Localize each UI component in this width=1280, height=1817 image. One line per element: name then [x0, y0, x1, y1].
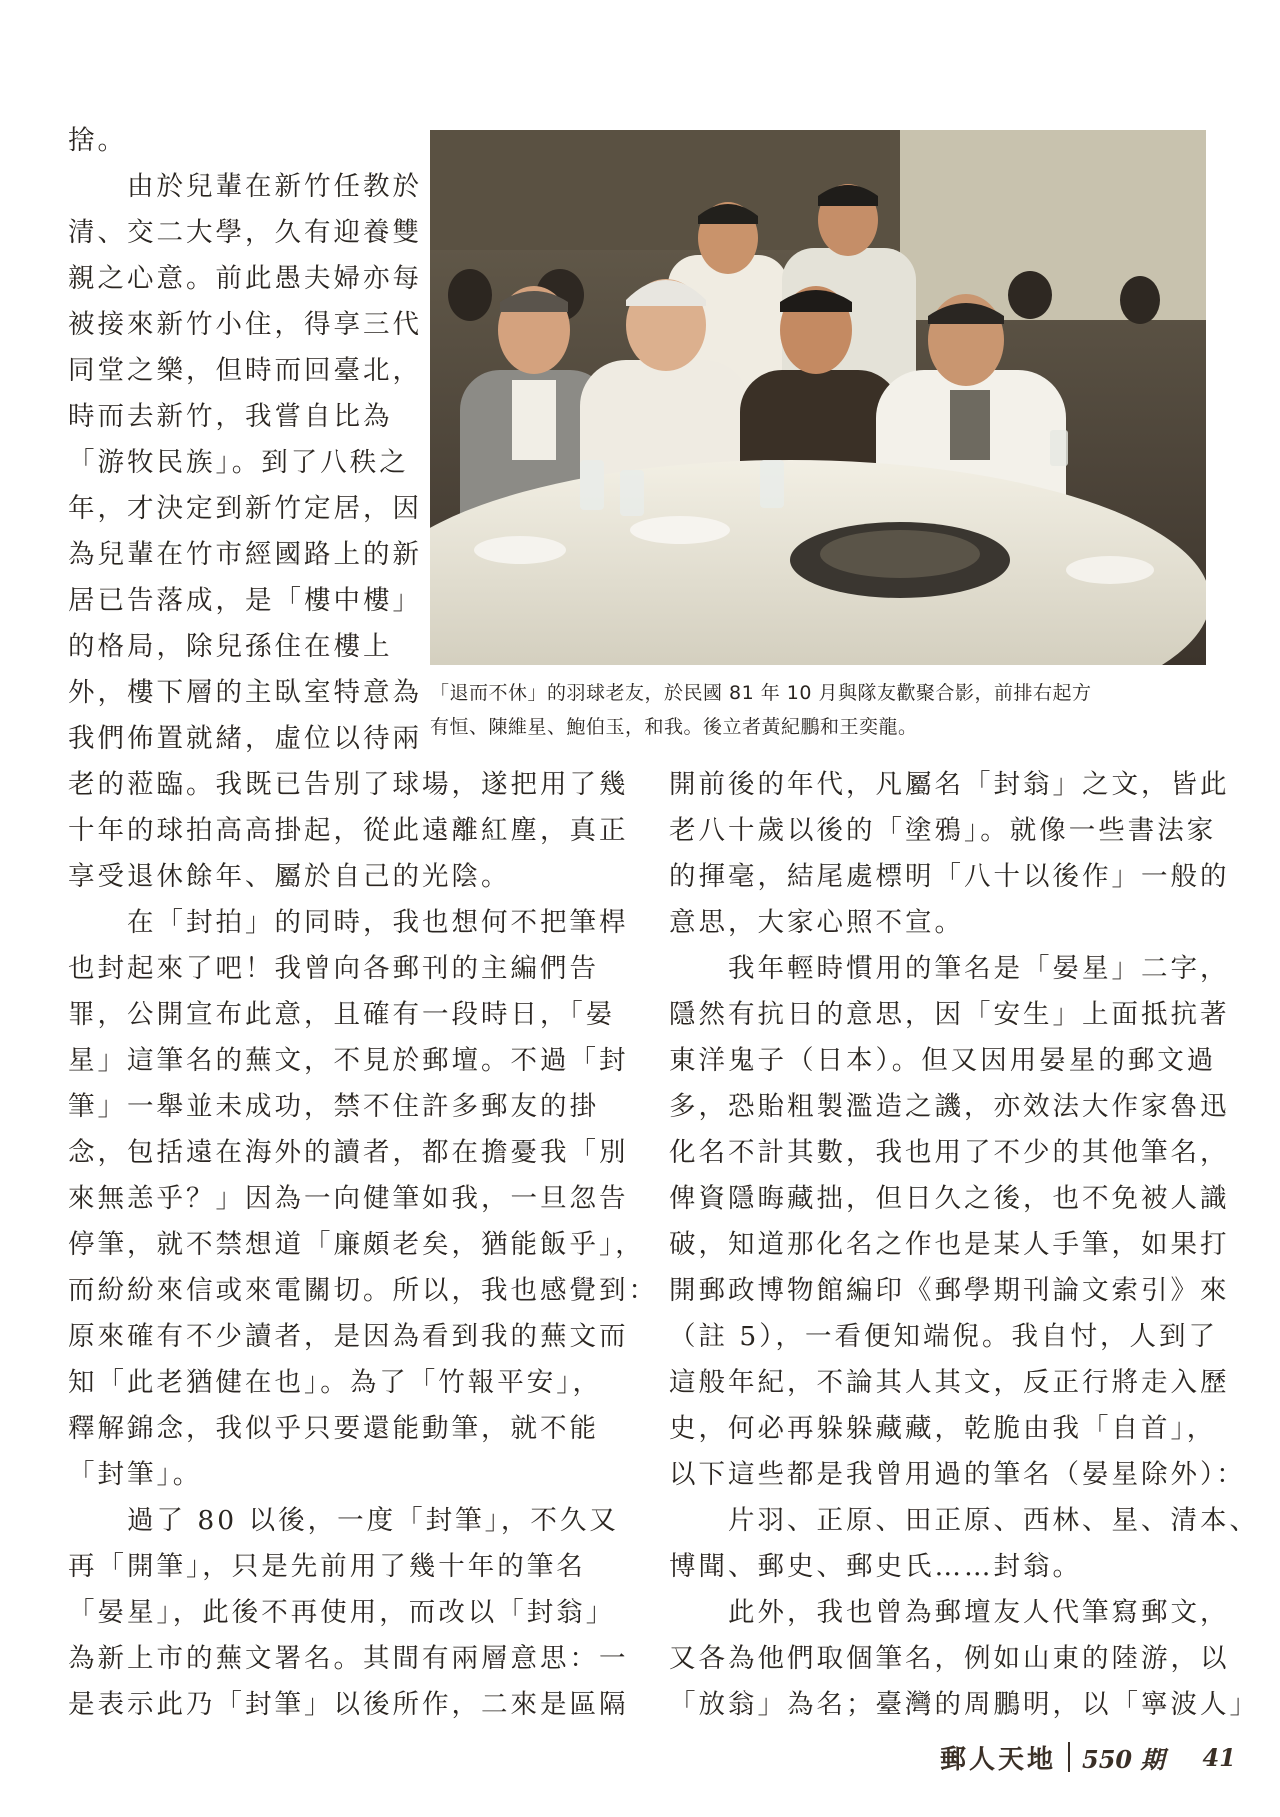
body-text-line: 意思，大家心照不宣。 — [669, 907, 964, 938]
body-text-line: 東洋鬼子（日本）。但又因用晏星的郵文過 — [669, 1045, 1217, 1076]
body-text-line: 念，包括遠在海外的讀者，都在擔憂我「別 — [68, 1137, 629, 1168]
body-text-line: 知「此老猶健在也」。為了「竹報平安」， — [68, 1367, 602, 1398]
body-text-line: 外，樓下層的主臥室特意為 — [68, 677, 422, 708]
body-text-line: 十年的球拍高高掛起，從此遠離紅塵，真正 — [68, 815, 629, 846]
body-text-line: 「晏星」，此後不再使用，而改以「封翁」 — [68, 1597, 616, 1628]
body-text-line: 親之心意。前此愚夫婦亦每 — [68, 263, 422, 294]
body-text-line: 過了 80 以後，一度「封筆」，不久又 — [68, 1505, 619, 1536]
body-text-line: 老的蒞臨。我既已告別了球場，遂把用了幾 — [68, 769, 629, 800]
group-photo — [430, 130, 1206, 665]
body-text-line: 史，何必再躲躲藏藏，乾脆由我「自首」， — [669, 1413, 1217, 1444]
photo-caption — [430, 676, 1210, 744]
body-text-line: 居已告落成，是「樓中樓」 — [68, 585, 422, 616]
body-text-line: 捨。 — [68, 125, 127, 156]
body-text-line: 又各為他們取個筆名，例如山東的陸游，以 — [669, 1643, 1230, 1674]
issue-number: 550 期 — [1082, 1744, 1165, 1774]
body-text-line: 我年輕時慣用的筆名是「晏星」二字， — [669, 953, 1230, 984]
body-text-line: 來無恙乎？」因為一向健筆如我，一旦忽告 — [68, 1183, 629, 1214]
body-text-line: 「放翁」為名；臺灣的周鵬明，以「寧波人」 — [669, 1689, 1259, 1720]
body-text-line: 博聞、郵史、郵史氏……封翁。 — [669, 1551, 1082, 1582]
body-text-line: 再「開筆」，只是先前用了幾十年的筆名 — [68, 1551, 586, 1582]
body-text-line: 的揮毫，結尾處標明「八十以後作」一般的 — [669, 861, 1230, 892]
body-text-line: 筆」一舉並未成功，禁不住許多郵友的掛 — [68, 1091, 599, 1122]
body-text-line: 我們佈置就緒，虛位以待兩 — [68, 723, 422, 754]
body-text-line: 年，才決定到新竹定居，因 — [68, 493, 422, 524]
body-text-line: 星」這筆名的蕪文，不見於郵壇。不過「封 — [68, 1045, 629, 1076]
caption-line: 「退而不休」的羽球老友，於民國 81 年 10 月與隊友歡聚合影，前排右起方 — [430, 682, 1092, 704]
body-text-line: 老八十歲以後的「塗鴉」。就像一些書法家 — [669, 815, 1217, 846]
body-text-line: 俾資隱晦藏拙，但日久之後，也不免被人識 — [669, 1183, 1230, 1214]
page-footer — [940, 1737, 1236, 1777]
body-text-line: 為兒輩在竹市經國路上的新 — [68, 539, 422, 570]
body-text-line: 釋解錦念，我似乎只要還能動筆，就不能 — [68, 1413, 599, 1444]
body-text-line: 而紛紛來信或來電關切。所以，我也感覺到： — [68, 1275, 658, 1306]
page-number: 41 — [1202, 1742, 1236, 1772]
body-text-line: 原來確有不少讀者，是因為看到我的蕪文而 — [68, 1321, 629, 1352]
body-text-line: 的格局，除兒孫住在樓上 — [68, 631, 393, 662]
body-text-line: 多，恐貽粗製濫造之譏，亦效法大作家魯迅 — [669, 1091, 1230, 1122]
body-text-line: 開前後的年代，凡屬名「封翁」之文，皆此 — [669, 769, 1230, 800]
body-text-line: 隱然有抗日的意思，因「安生」上面抵抗著 — [669, 999, 1230, 1030]
body-text-line: 此外，我也曾為郵壇友人代筆寫郵文， — [669, 1597, 1230, 1628]
body-text-line: 為新上市的蕪文署名。其間有兩層意思：一 — [68, 1643, 629, 1674]
body-text-line: 「封筆」。 — [68, 1459, 203, 1490]
body-text-line: 片羽、正原、田正原、西林、星、清本、 — [669, 1505, 1259, 1536]
body-text-line: 化名不計其數，我也用了不少的其他筆名， — [669, 1137, 1230, 1168]
body-text-line: 「游牧民族」。到了八秩之 — [68, 447, 409, 478]
left-column-top-text — [68, 118, 422, 762]
left-column-main-text — [68, 762, 658, 1728]
body-text-line: 以下這些都是我曾用過的筆名（晏星除外）： — [669, 1459, 1246, 1490]
body-text-line: 停筆，就不禁想道「廉頗老矣，猶能飯乎」， — [68, 1229, 645, 1260]
body-text-line: 時而去新竹，我嘗自比為 — [68, 401, 393, 432]
body-text-line: 在「封拍」的同時，我也想何不把筆桿 — [68, 907, 629, 938]
body-text-line: 由於兒輩在新竹任教於 — [68, 171, 422, 202]
body-text-line: 這般年紀，不論其人其文，反正行將走入歷 — [669, 1367, 1230, 1398]
caption-line: 有恒、陳維星、鮑伯玉，和我。後立者黃紀鵬和王奕龍。 — [430, 716, 918, 738]
body-text-line: 破，知道那化名之作也是某人手筆，如果打 — [669, 1229, 1230, 1260]
body-text-line: 也封起來了吧！我曾向各郵刊的主編們告 — [68, 953, 599, 984]
footer-divider — [1068, 1742, 1070, 1772]
body-text-line: 是表示此乃「封筆」以後所作，二來是區隔 — [68, 1689, 629, 1720]
body-text-line: 罪，公開宣布此意，且確有一段時日，「晏 — [68, 999, 616, 1030]
body-text-line: 開郵政博物館編印《郵學期刊論文索引》來 — [669, 1275, 1230, 1306]
right-column-main-text — [669, 762, 1259, 1728]
body-text-line: 被接來新竹小住，得享三代 — [68, 309, 422, 340]
magazine-name: 郵人天地 — [940, 1744, 1057, 1775]
body-text-line: 享受退休餘年、屬於自己的光陰。 — [68, 861, 511, 892]
body-text-line: 清、交二大學，久有迎養雙 — [68, 217, 422, 248]
body-text-line: 同堂之樂，但時而回臺北， — [68, 355, 422, 386]
body-text-line: （註 5），一看便知端倪。我自忖，人到了 — [669, 1321, 1219, 1352]
